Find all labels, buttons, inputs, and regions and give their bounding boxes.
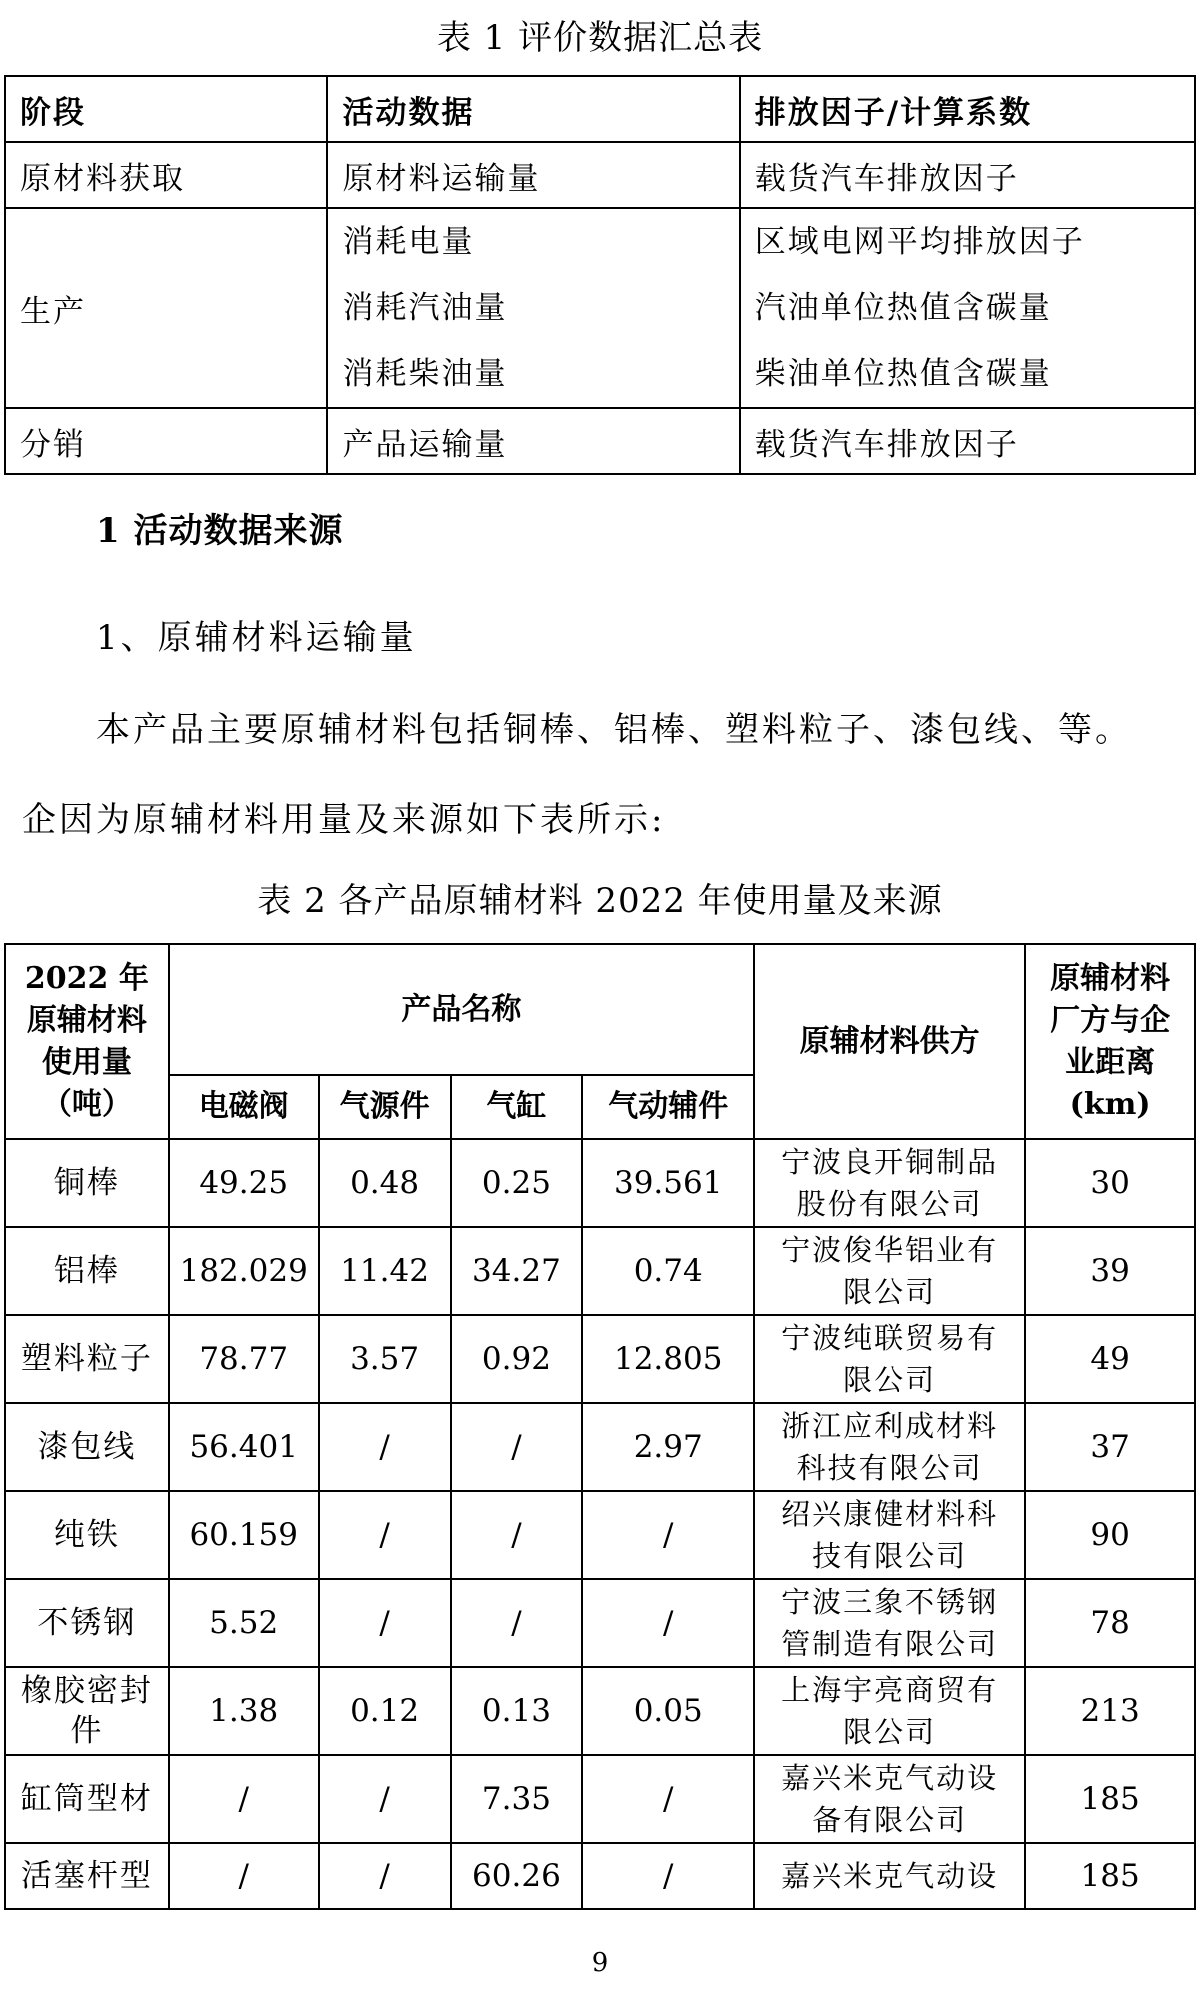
table-row (5, 208, 1195, 408)
material-line: 漆包线 (37, 1429, 137, 1465)
value-cell: / (319, 1755, 451, 1843)
value-cell: 0.13 (451, 1667, 583, 1755)
distance-cell: 30 (1025, 1139, 1195, 1227)
stage-cell: 分销 (5, 408, 327, 474)
header-usage-line: 使用量 (41, 1044, 132, 1080)
distance-cell: 78 (1025, 1579, 1195, 1667)
factor-cell (740, 208, 1195, 408)
material-line: 橡胶密封 (20, 1673, 153, 1709)
table1-caption: 表 1 评价数据汇总表 (436, 18, 764, 58)
table-row (5, 1667, 1195, 1755)
value-cell: 11.42 (319, 1227, 451, 1315)
supplier-line: 科技有限公司 (796, 1451, 983, 1485)
supplier-line: 管制造有限公司 (781, 1627, 999, 1661)
value-cell: 5.52 (169, 1579, 319, 1667)
table-row (5, 1755, 1195, 1843)
supplier-cell (754, 1843, 1025, 1909)
table-row (5, 1843, 1195, 1909)
header-product: 气源件 (319, 1075, 451, 1139)
table-row (5, 1139, 1195, 1227)
value-cell: 60.26 (451, 1843, 583, 1909)
material-cell (5, 1843, 169, 1909)
header-usage-line: （吨） (41, 1086, 132, 1122)
header-distance-line: 厂方与企 (1050, 1002, 1171, 1038)
header-usage-line: 2022 年 (24, 960, 149, 996)
value-cell: / (319, 1403, 451, 1491)
material-line: 纯铁 (53, 1517, 120, 1553)
material-line: 铜棒 (53, 1165, 120, 1201)
header-product: 电磁阀 (169, 1075, 319, 1139)
stage-cell: 生产 (5, 208, 327, 408)
value-cell: 12.805 (582, 1315, 754, 1403)
paragraph-line-2: 企因为原辅材料用量及来源如下表所示: (22, 800, 666, 840)
subheading: 1、原辅材料运输量 (96, 618, 417, 658)
header-distance-line: 业距离 (1065, 1044, 1156, 1080)
value-cell: 34.27 (451, 1227, 583, 1315)
material-line: 塑料粒子 (20, 1341, 153, 1377)
value-cell: 0.25 (451, 1139, 583, 1227)
table-row (5, 1227, 1195, 1315)
page-number: 9 (591, 1948, 609, 1978)
activity-cell (327, 208, 739, 408)
material-line: 不锈钢 (37, 1605, 137, 1641)
supplier-cell (754, 1755, 1025, 1843)
header-stage: 阶段 (5, 76, 327, 142)
value-cell: / (169, 1843, 319, 1909)
material-cell (5, 1755, 169, 1843)
supplier-line: 宁波俊华铝业有 (781, 1233, 999, 1267)
header-supplier: 原辅材料供方 (754, 944, 1025, 1139)
value-cell: 0.92 (451, 1315, 583, 1403)
supplier-line: 上海宇亮商贸有 (781, 1673, 999, 1707)
material-cell (5, 1579, 169, 1667)
value-cell: 78.77 (169, 1315, 319, 1403)
value-cell: / (582, 1843, 754, 1909)
supplier-cell (754, 1491, 1025, 1579)
table2-caption: 表 2 各产品原辅材料 2022 年使用量及来源 (257, 881, 943, 921)
supplier-line: 嘉兴米克气动设 (781, 1761, 999, 1795)
distance-cell: 185 (1025, 1755, 1195, 1843)
table-row (5, 408, 1195, 474)
table-row (5, 1403, 1195, 1491)
supplier-line: 嘉兴米克气动设 (781, 1859, 999, 1893)
value-cell: 0.12 (319, 1667, 451, 1755)
header-activity: 活动数据 (327, 76, 739, 142)
factor-line: 区域电网平均排放因子 (754, 224, 1085, 260)
supplier-line: 宁波纯联贸易有 (781, 1321, 999, 1355)
value-cell: 60.159 (169, 1491, 319, 1579)
value-cell: / (451, 1579, 583, 1667)
supplier-line: 绍兴康健材料科 (781, 1497, 999, 1531)
supplier-line: 浙江应利成材料 (781, 1409, 999, 1443)
supplier-cell (754, 1315, 1025, 1403)
activity-line: 消耗柴油量 (342, 356, 508, 392)
material-line: 缸筒型材 (20, 1781, 153, 1817)
value-cell: / (319, 1579, 451, 1667)
value-cell: 182.029 (169, 1227, 319, 1315)
value-cell: / (582, 1491, 754, 1579)
distance-cell: 90 (1025, 1491, 1195, 1579)
material-cell (5, 1227, 169, 1315)
table-header-row (5, 944, 1195, 1075)
material-line: 铝棒 (53, 1253, 120, 1289)
factor-cell: 载货汽车排放因子 (740, 408, 1195, 474)
header-product: 气动辅件 (582, 1075, 754, 1139)
supplier-line: 限公司 (843, 1275, 937, 1309)
header-distance (1025, 944, 1195, 1139)
materials-table (4, 943, 1196, 1910)
section-heading: 1 活动数据来源 (96, 511, 344, 551)
header-distance-line: 原辅材料 (1050, 960, 1171, 996)
value-cell: 0.48 (319, 1139, 451, 1227)
material-line: 件 (70, 1713, 104, 1749)
supplier-cell (754, 1227, 1025, 1315)
value-cell: / (582, 1579, 754, 1667)
stage-cell: 原材料获取 (5, 142, 327, 208)
supplier-line: 技有限公司 (812, 1539, 968, 1573)
value-cell: 3.57 (319, 1315, 451, 1403)
material-cell (5, 1315, 169, 1403)
value-cell: 39.561 (582, 1139, 754, 1227)
supplier-cell (754, 1139, 1025, 1227)
factor-line: 柴油单位热值含碳量 (754, 356, 1052, 392)
value-cell: 56.401 (169, 1403, 319, 1491)
value-cell: / (319, 1843, 451, 1909)
distance-cell: 185 (1025, 1843, 1195, 1909)
distance-cell: 49 (1025, 1315, 1195, 1403)
table-row (5, 1491, 1195, 1579)
value-cell: / (319, 1491, 451, 1579)
value-cell: / (451, 1491, 583, 1579)
header-factor: 排放因子/计算系数 (740, 76, 1195, 142)
header-product-name: 产品名称 (169, 944, 754, 1075)
value-cell: 7.35 (451, 1755, 583, 1843)
activity-cell: 原材料运输量 (327, 142, 739, 208)
material-line: 活塞杆型 (20, 1858, 153, 1894)
value-cell: 2.97 (582, 1403, 754, 1491)
header-usage (5, 944, 169, 1139)
value-cell: / (582, 1755, 754, 1843)
supplier-line: 限公司 (843, 1715, 937, 1749)
activity-cell: 产品运输量 (327, 408, 739, 474)
table-row (5, 1315, 1195, 1403)
supplier-cell (754, 1667, 1025, 1755)
table-row (5, 1579, 1195, 1667)
value-cell: / (451, 1403, 583, 1491)
distance-cell: 37 (1025, 1403, 1195, 1491)
activity-line: 消耗电量 (342, 224, 475, 260)
material-cell (5, 1491, 169, 1579)
supplier-line: 宁波三象不锈钢 (781, 1585, 999, 1619)
supplier-line: 股份有限公司 (796, 1187, 983, 1221)
material-cell (5, 1667, 169, 1755)
header-usage-line: 原辅材料 (26, 1002, 147, 1038)
supplier-line: 宁波良开铜制品 (781, 1145, 999, 1179)
table-row (5, 142, 1195, 208)
distance-cell: 39 (1025, 1227, 1195, 1315)
value-cell: 0.74 (582, 1227, 754, 1315)
paragraph-line-1: 本产品主要原辅材料包括铜棒、铝棒、塑料粒子、漆包线、等。 (96, 710, 1132, 750)
header-product: 气缸 (451, 1075, 583, 1139)
supplier-line: 限公司 (843, 1363, 937, 1397)
activity-line: 消耗汽油量 (342, 290, 508, 326)
material-cell (5, 1403, 169, 1491)
supplier-cell (754, 1403, 1025, 1491)
value-cell: 0.05 (582, 1667, 754, 1755)
distance-cell: 213 (1025, 1667, 1195, 1755)
value-cell: 1.38 (169, 1667, 319, 1755)
supplier-cell (754, 1579, 1025, 1667)
material-cell (5, 1139, 169, 1227)
factor-cell: 载货汽车排放因子 (740, 142, 1195, 208)
header-distance-line: (km) (1069, 1086, 1151, 1122)
value-cell: 49.25 (169, 1139, 319, 1227)
factor-line: 汽油单位热值含碳量 (754, 290, 1052, 326)
summary-table (4, 75, 1196, 475)
table-header-row (5, 76, 1195, 142)
supplier-line: 备有限公司 (812, 1803, 968, 1837)
value-cell: / (169, 1755, 319, 1843)
